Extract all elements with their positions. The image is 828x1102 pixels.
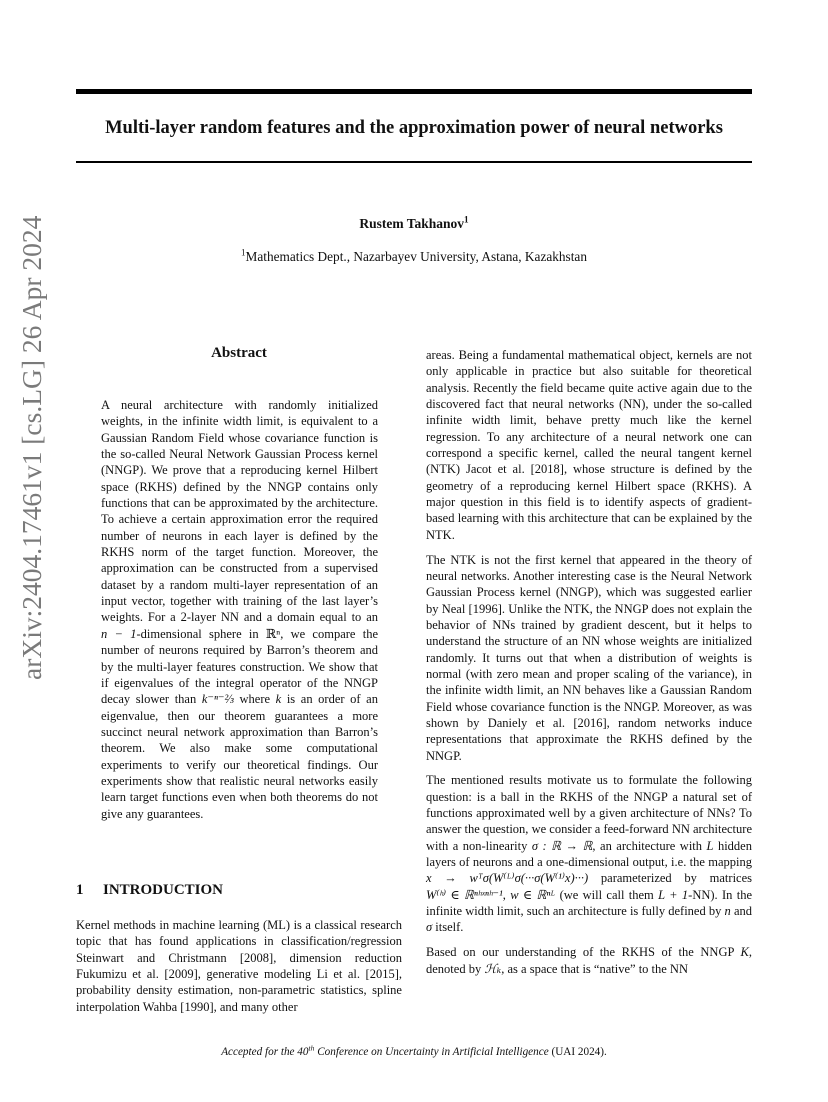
paragraph-question <box>426 772 752 935</box>
affiliation-mark: 1 <box>241 247 246 258</box>
title-bottom-rule <box>76 161 752 163</box>
text-part: The mentioned results motivate us to formulate the following question: is a ball in the RKHS of the NNGP a natural set of functions approximated well by a given architecture of NNs? To answer the question, we consider a feed-forward NN architecture with a non-linearity <box>426 773 752 853</box>
text-part: , an architecture with <box>592 838 707 853</box>
author-name <box>76 216 752 232</box>
abstract-heading: Abstract <box>211 345 267 361</box>
abstract-part: -dimensional sphere in <box>136 626 266 641</box>
math-k: k <box>275 692 282 707</box>
paper-title: Multi-layer random features and the approximation power of neural networks <box>105 118 723 138</box>
text-part: Based on our understanding of the RKHS of the NNGP <box>426 945 741 960</box>
section-heading-introduction <box>76 882 223 899</box>
math-L-plus-one: L + 1 <box>658 887 689 902</box>
section-number: 1 <box>76 882 84 898</box>
author-text: Rustem Takhanov <box>359 216 465 231</box>
math-real-space: ℝⁿ <box>265 626 281 641</box>
abstract-text <box>101 397 378 822</box>
text-part: , <box>502 887 511 902</box>
math-nonlinearity: σ : ℝ → ℝ <box>531 838 593 853</box>
top-rule <box>76 89 752 94</box>
footer-superscript: th <box>308 1043 315 1053</box>
footer-venue <box>76 1043 752 1058</box>
abstract-part: , we compare the number of neurons required by Barron’s theorem and by the multi-layer features construction. We show that if eigenvalues of the integral operator of the NNGP decay slower than <box>101 626 378 707</box>
paragraph-kernels: areas. Being a fundamental mathematical object, kernels are not only applicable in practice but also suitable for theoretical analysis. Recently the field became quite active again due to the discovered fact that neural networks (NN), under the so-called infinite width limit, behave pretty much like the kernel regression. To any architecture of a neural network one can correspond a specific kernel, called the neural tangent kernel (NTK) Jacot et al. [2018], whose structure is defined by the geometry of a reproducing kernel Hilbert space (RKHS). A major question in this field is to identify aspects of gradient-based learning with this architecture that can be explained by the NTK. <box>426 348 752 542</box>
math-rkhs-HK: ℋₖ <box>484 961 502 976</box>
math-weight-matrix: W⁽ʰ⁾ ∈ ℝⁿʰˣⁿʰ⁻¹ <box>426 887 503 902</box>
abstract-part: is an order of an eigenvalue, then our theorem guarantees a more succinct neural network approximation than Barron’s theorem. We also make some computational experiments to verify our theoretical findings. Our experiments show that realistic neural networks easily learn target functions even when both theorems do not give any guarantees. <box>101 692 378 821</box>
math-sphere-dimension: n − 1 <box>101 626 137 641</box>
text-part: parameterized by matrices <box>588 871 753 886</box>
affiliation-text: Mathematics Dept., Nazarbayev University, Astana, Kazakhstan <box>245 249 587 264</box>
text-part: -NN). In the infinite width limit, such an architecture is fully defined by <box>426 887 752 919</box>
text-part: , as a space that is “native” to the NN <box>501 961 688 976</box>
math-mapping: x → wᵀσ(W⁽ᴸ⁾σ(···σ(W⁽¹⁾x)···) <box>426 871 589 886</box>
abstract-part: where <box>233 692 276 707</box>
footer-conference: Conference on Uncertainty in Artificial Intelligence <box>314 1046 549 1058</box>
math-sigma: σ <box>426 920 433 935</box>
math-n: n <box>724 904 731 919</box>
right-column <box>426 347 752 985</box>
footer-suffix: (UAI 2024). <box>548 1046 607 1058</box>
abstract-part: A neural architecture with randomly initialized weights, in the infinite width limit, is equivalent to a Gaussian Random Field whose covariance function is the so-called Neural Network Gaussian Process kernel (NNGP). We prove that a reproducing kernel Hilbert space (RKHS) defined by the NNGP contains only functions that can be approximated by the architecture. To achieve a certain approximation error the required number of neurons in each layer is defined by the RKHS norm of the target function. Moreover, the approximation can be constructed from a supervised dataset by a random multi-layer representation of an input vector, together with training of the last layer’s weights. For a 2-layer NN and a domain equal to an <box>101 398 378 625</box>
author-mark: 1 <box>464 214 469 225</box>
text-part: hidden layers of neurons and a one-dimensional output, i.e. the mapping <box>426 838 752 870</box>
math-output-weights: w ∈ ℝⁿᴸ <box>510 887 556 902</box>
math-eigen-decay: k⁻ⁿ⁻⅔ <box>201 692 234 707</box>
affiliation <box>76 249 752 265</box>
math-K: K <box>740 945 749 960</box>
text-part: and <box>730 904 752 919</box>
arxiv-identifier: arXiv:2404.17461v1 [cs.LG] 26 Apr 2024 <box>16 215 47 680</box>
introduction-text: Kernel methods in machine learning (ML) is a classical research topic that has found applications in classification/regression Steinwart and Christmann [2008], dimension reduction Fukumizu et al. [2009], generative modeling Li et al. [2015], probability density estimation, non-parametric statistics, spline interpolation Wahba [1990], and many other <box>76 918 402 1014</box>
math-L: L <box>706 838 714 853</box>
text-part: itself. <box>432 920 464 935</box>
footer-prefix: Accepted for the 40 <box>221 1046 309 1058</box>
paragraph-rkhs <box>426 944 752 977</box>
paragraph-nngp: The NTK is not the first kernel that appeared in the theory of neural networks. Another interesting case is the Neural Network Gaussian Process kernel (NNGP), which was suggested earlier by Neal [1996]. Unlike the NTK, the NNGP does not explain the behavior of NNs trained by gradient descent, but it helps to understand the structure of an NN whose weights are initialized randomly. It turns out that when a distribution of weights is normal (with zero mean and proper scaling of the variance), in the infinite width limit, an NN behaves like a Gaussian Random Field whose covariance function is the NNGP. Moreover, as was shown by Daniely et al. [2016], random networks induce representations that approximate the RKHS defined by the NNGP. <box>426 552 752 763</box>
text-part: (we will call them <box>555 887 659 902</box>
section-title: INTRODUCTION <box>103 882 224 898</box>
text-part: , denoted by <box>426 945 752 976</box>
